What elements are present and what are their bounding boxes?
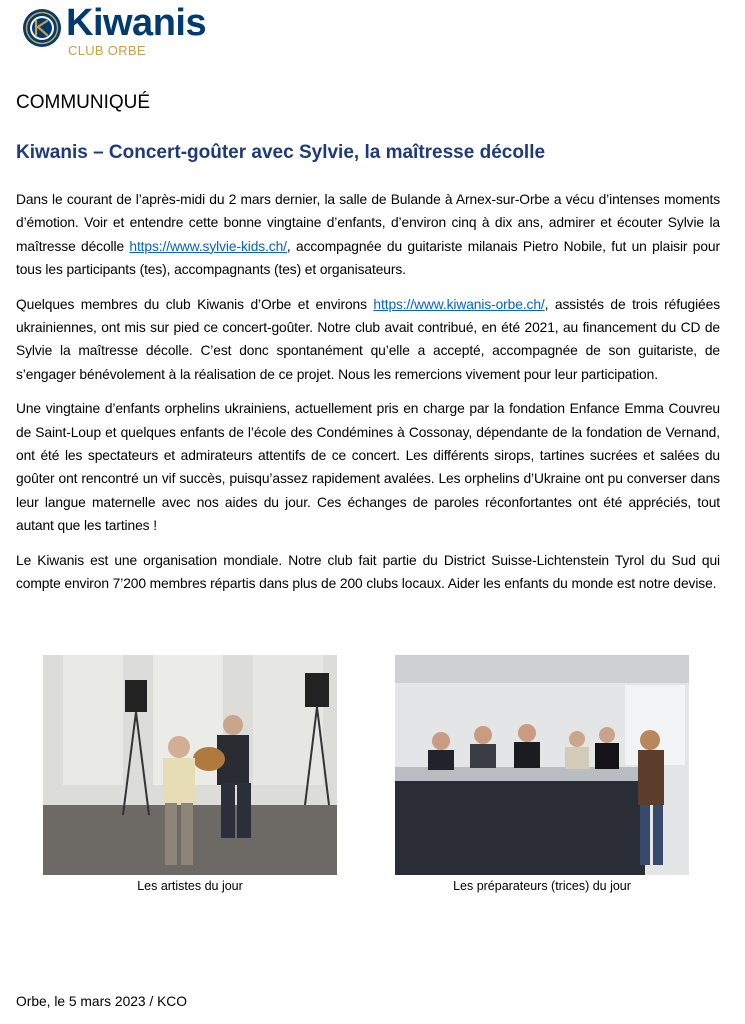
volunteers-photo-caption: Les préparateurs (trices) du jour: [453, 879, 631, 893]
document-label: COMMUNIQUÉ: [16, 92, 151, 113]
footer-signature: Orbe, le 5 mars 2023 / KCO: [16, 994, 187, 1009]
artists-photo-caption: Les artistes du jour: [137, 879, 243, 893]
logo-club-name: CLUB ORBE: [68, 43, 146, 58]
kiwanis-seal-icon: [22, 8, 62, 48]
artists-photo-image: [43, 655, 337, 875]
kiwanis-logo: [22, 2, 242, 64]
paragraph-3: Une vingtaine d’enfants orphelins ukrainiens, actuellement pris en charge par la fondation Enfance Emma Couvreu de Saint-Loup et quelques enfants de l’école des Condémines à Cossonay, dépendante de la fondation de Vernand, ont été les spectateurs et admirateurs attentifs de ce concert. Les différents sirops, tartines sucrées et salées du goûter ont rencontré un vif succès, puisqu’assez rapidement avalées. Les orphelins d’Ukraine ont pu converser dans leur langue maternelle avec nos aides du jour. Ces échanges de paroles réconfortantes ont été appréciés, tout autant que les tartines !: [16, 401, 720, 534]
paragraph-1-text-b: , accompagnée du guitariste milanais Pietro Nobile, fut un plaisir pour tous les participants (tes), accompagnants (tes) et organisateurs.: [16, 238, 720, 278]
article-body: [16, 188, 720, 607]
paragraph-2: [16, 293, 720, 387]
paragraph-1: [16, 188, 720, 282]
logo-wordmark: Kiwanis: [66, 2, 207, 44]
artists-photo: [43, 655, 337, 875]
paragraph-2-text-a: Quelques membres du club Kiwanis d’Orbe et environs: [16, 296, 374, 312]
paragraph-4: Le Kiwanis est une organisation mondiale. Notre club fait partie du District Suisse-Lichtenstein Tyrol du Sud qui compte environ 7’200 membres répartis dans plus de 200 clubs locaux. Aider les enfants du monde est notre devise.: [16, 552, 720, 592]
paragraph-2-text-b: , assistés de trois réfugiées ukrainiennes, ont mis sur pied ce concert-goûter. Notre club avait contribué, en été 2021, au financement du CD de Sylvie la maîtresse décolle. C’est donc spontanément qu’elle a accepté, accompagnée de son guitariste, de s’engager bénévolement à la réalisation de ce projet. Nous les remercions vivement pour leur participation.: [16, 296, 720, 382]
paragraph-1-text-a: Dans le courant de l’après-midi du 2 mars dernier, la salle de Bulande à Arnex-sur-Orbe a vécu d’intenses moments d’émotion. Voir et entendre cette bonne vingtaine d’enfants, d’environ cinq à dix ans, admirer et écouter Sylvie la maîtresse décolle: [16, 192, 720, 254]
sylvie-kids-link[interactable]: https://www.sylvie-kids.ch/: [129, 238, 287, 254]
volunteers-photo-image: [395, 655, 689, 875]
kiwanis-orbe-link[interactable]: https://www.kiwanis-orbe.ch/: [373, 296, 545, 312]
volunteers-photo: [395, 655, 689, 875]
page-title: Kiwanis – Concert-goûter avec Sylvie, la maîtresse décolle: [16, 142, 546, 163]
